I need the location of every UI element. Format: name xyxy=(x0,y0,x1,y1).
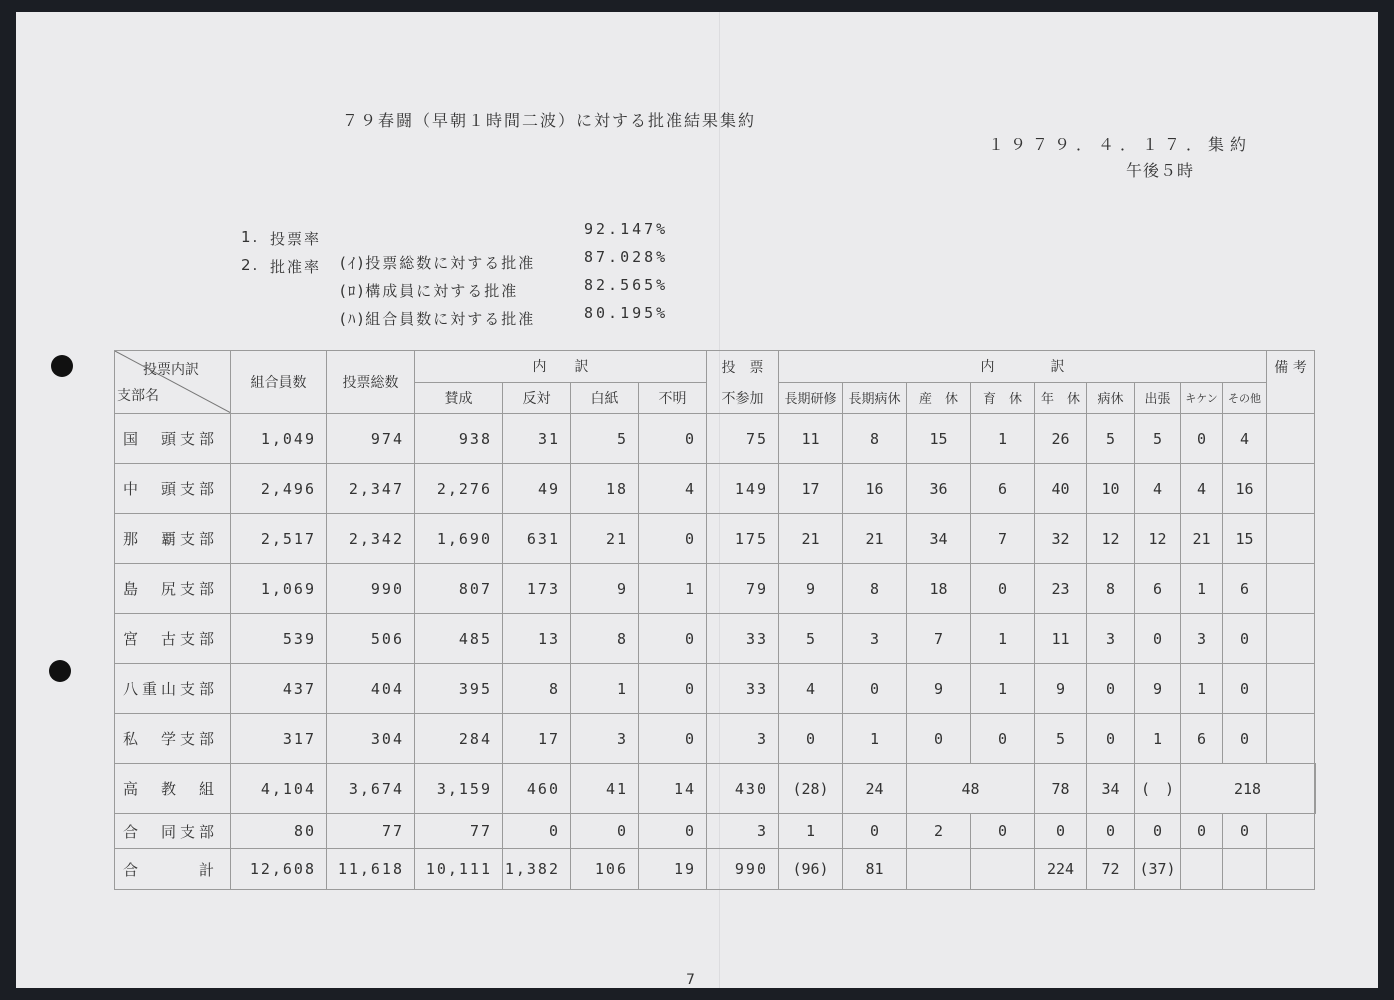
table-cell: 938 xyxy=(415,414,503,464)
header-detail-sub: その他 xyxy=(1223,382,1267,414)
table-cell: 506 xyxy=(327,614,415,664)
table-cell: (96) xyxy=(779,849,843,890)
table-cell: 3 xyxy=(843,614,907,664)
table-cell: 6 xyxy=(1223,564,1267,614)
summary-sub: (ﾊ)組合員数に対する批准 xyxy=(340,310,536,328)
table-cell: 0 xyxy=(971,564,1035,614)
table-cell: 75 xyxy=(707,414,779,464)
table-cell: 173 xyxy=(503,564,571,614)
table-cell: 1 xyxy=(971,664,1035,714)
table-cell xyxy=(907,849,971,890)
table-cell: 0 xyxy=(639,614,707,664)
table-cell: 0 xyxy=(1135,814,1181,849)
header-breakdown: 内 訳 xyxy=(415,351,707,383)
table-cell: 3 xyxy=(707,714,779,764)
table-cell: 19 xyxy=(639,849,707,890)
table-row xyxy=(115,764,1316,814)
remarks-cell xyxy=(1267,714,1315,764)
table-cell: 974 xyxy=(327,414,415,464)
table-cell: 106 xyxy=(571,849,639,890)
table-cell: 0 xyxy=(1223,714,1267,764)
table-cell: 2,276 xyxy=(415,464,503,514)
table-cell: 11,618 xyxy=(327,849,415,890)
summary-value: 80.195% xyxy=(584,304,669,322)
header-detail-sub: 年 休 xyxy=(1035,382,1087,414)
table-cell: 10 xyxy=(1087,464,1135,514)
branch-name: 合 同支部 xyxy=(115,814,231,849)
table-cell: 1,069 xyxy=(231,564,327,614)
table-cell: 284 xyxy=(415,714,503,764)
table-cell: 8 xyxy=(571,614,639,664)
table-cell: 16 xyxy=(1223,464,1267,514)
branch-name: 高 教 組 xyxy=(115,764,231,814)
table-cell: 0 xyxy=(1035,814,1087,849)
table-cell: 0 xyxy=(1087,664,1135,714)
table-cell: 6 xyxy=(1135,564,1181,614)
table-cell xyxy=(1223,849,1267,890)
header-members: 組合員数 xyxy=(231,351,327,414)
table-cell: 32 xyxy=(1035,514,1087,564)
table-cell: 34 xyxy=(1087,764,1135,814)
table-cell: 0 xyxy=(503,814,571,849)
table-cell: 7 xyxy=(907,614,971,664)
table-cell: 15 xyxy=(1223,514,1267,564)
table-row xyxy=(115,664,1316,714)
table-cell: 12 xyxy=(1087,514,1135,564)
remarks-cell xyxy=(1267,564,1315,614)
table-row xyxy=(115,414,1316,464)
table-cell: 149 xyxy=(707,464,779,514)
table-cell: 0 xyxy=(571,814,639,849)
header-detail: 内 訳 xyxy=(779,351,1267,383)
table-cell: 6 xyxy=(971,464,1035,514)
table-cell: 807 xyxy=(415,564,503,614)
table-cell: 12 xyxy=(1135,514,1181,564)
summary-label: 批准率 xyxy=(270,258,322,276)
table-cell: 81 xyxy=(843,849,907,890)
table-cell: 2,342 xyxy=(327,514,415,564)
table-cell: 21 xyxy=(779,514,843,564)
table-cell: 317 xyxy=(231,714,327,764)
table-cell: 1 xyxy=(1181,664,1223,714)
branch-name: 宮 古支部 xyxy=(115,614,231,664)
table-cell: 1,049 xyxy=(231,414,327,464)
table-cell: 80 xyxy=(231,814,327,849)
table-cell: 4,104 xyxy=(231,764,327,814)
table-cell: 18 xyxy=(907,564,971,614)
table-cell: 1 xyxy=(843,714,907,764)
table-cell: 0 xyxy=(639,714,707,764)
remarks-cell xyxy=(1267,664,1315,714)
table-row xyxy=(115,614,1316,664)
table-cell: 3,159 xyxy=(415,764,503,814)
header-sub-yes: 賛成 xyxy=(415,382,503,414)
table-row xyxy=(115,564,1316,614)
header-detail-sub: 長期病休 xyxy=(843,382,907,414)
table-cell: 0 xyxy=(1181,414,1223,464)
table-cell: 16 xyxy=(843,464,907,514)
table-cell: 4 xyxy=(1181,464,1223,514)
table-cell: 7 xyxy=(971,514,1035,564)
remarks-cell xyxy=(1267,464,1315,514)
table-cell: 5 xyxy=(1135,414,1181,464)
table-cell: 8 xyxy=(843,564,907,614)
page-number: 7 xyxy=(686,972,695,988)
table-cell: 8 xyxy=(503,664,571,714)
header-nonpart-bottom: 不参加 xyxy=(707,382,779,414)
header-detail-sub: 病休 xyxy=(1087,382,1135,414)
table-cell: 15 xyxy=(907,414,971,464)
branch-name: 私 学支部 xyxy=(115,714,231,764)
header-sub-unknown: 不明 xyxy=(639,382,707,414)
table-cell: 3 xyxy=(1181,614,1223,664)
table-cell: 2 xyxy=(907,814,971,849)
table-row xyxy=(115,714,1316,764)
results-table xyxy=(114,350,1316,890)
table-cell: 485 xyxy=(415,614,503,664)
document-date: １９７９．４．１７．集約 xyxy=(988,135,1253,154)
summary-sub: (ｲ)投票総数に対する批准 xyxy=(340,254,536,272)
table-cell: 0 xyxy=(1087,714,1135,764)
document-time: 午後５時 xyxy=(1126,161,1195,180)
punch-hole xyxy=(49,660,71,682)
table-cell: 5 xyxy=(571,414,639,464)
table-cell: 17 xyxy=(779,464,843,514)
table-cell: 21 xyxy=(843,514,907,564)
header-detail-sub: キケン xyxy=(1181,382,1223,414)
table-cell: 11 xyxy=(779,414,843,464)
table-cell: 77 xyxy=(415,814,503,849)
table-cell: 5 xyxy=(1087,414,1135,464)
table-cell: 6 xyxy=(1181,714,1223,764)
remarks-cell xyxy=(1267,849,1315,890)
table-cell: 9 xyxy=(779,564,843,614)
table-cell: 9 xyxy=(907,664,971,714)
table-cell: 1,690 xyxy=(415,514,503,564)
table-cell: 430 xyxy=(707,764,779,814)
table-cell: 460 xyxy=(503,764,571,814)
header-nonpart-top: 投 票 xyxy=(707,351,779,383)
table-cell: 2,347 xyxy=(327,464,415,514)
table-cell: 0 xyxy=(639,664,707,714)
table-cell: 40 xyxy=(1035,464,1087,514)
table-body xyxy=(115,414,1316,890)
table-cell: 13 xyxy=(503,614,571,664)
table-cell: 1 xyxy=(1135,714,1181,764)
table-cell: 1,382 xyxy=(503,849,571,890)
branch-name: 合 計 xyxy=(115,849,231,890)
table-cell: 5 xyxy=(779,614,843,664)
table-cell xyxy=(971,849,1035,890)
table-cell: (28) xyxy=(779,764,843,814)
table-cell: 0 xyxy=(1181,814,1223,849)
table-cell: 78 xyxy=(1035,764,1087,814)
table-cell: 1 xyxy=(971,414,1035,464)
table-cell: 11 xyxy=(1035,614,1087,664)
table-cell: 0 xyxy=(907,714,971,764)
table-cell: 79 xyxy=(707,564,779,614)
table-cell: 9 xyxy=(1035,664,1087,714)
table-cell: 0 xyxy=(1087,814,1135,849)
table-cell: 1 xyxy=(571,664,639,714)
table-cell: 8 xyxy=(843,414,907,464)
table-cell: 21 xyxy=(1181,514,1223,564)
table-cell: 1 xyxy=(779,814,843,849)
table-cell: 4 xyxy=(639,464,707,514)
branch-name: 那 覇支部 xyxy=(115,514,231,564)
table-cell: 4 xyxy=(779,664,843,714)
header-sub-blank: 白紙 xyxy=(571,382,639,414)
table-cell: 1 xyxy=(971,614,1035,664)
table-cell: 33 xyxy=(707,664,779,714)
table-cell: 18 xyxy=(571,464,639,514)
header-detail-sub: 育 休 xyxy=(971,382,1035,414)
summary-value: 82.565% xyxy=(584,276,669,294)
summary-sub: (ﾛ)構成員に対する批准 xyxy=(340,282,519,300)
table-cell: 9 xyxy=(1135,664,1181,714)
table-cell: 990 xyxy=(707,849,779,890)
remarks-cell xyxy=(1267,614,1315,664)
header-detail-sub: 長期研修 xyxy=(779,382,843,414)
table-cell: 77 xyxy=(327,814,415,849)
table-cell: 1 xyxy=(639,564,707,614)
document-title: ７９春闘（早朝１時間二波）に対する批准結果集約 xyxy=(342,111,757,130)
table-cell: 175 xyxy=(707,514,779,564)
table-cell: 2,517 xyxy=(231,514,327,564)
table-cell: 41 xyxy=(571,764,639,814)
remarks-cell xyxy=(1315,764,1316,814)
diagonal-header-cell xyxy=(115,351,231,414)
table-cell: 26 xyxy=(1035,414,1087,464)
results-table-wrap xyxy=(114,350,1316,890)
table-cell: 9 xyxy=(571,564,639,614)
table-cell: 218 xyxy=(1181,764,1315,814)
table-cell: 3 xyxy=(1087,614,1135,664)
table-cell: 24 xyxy=(843,764,907,814)
table-cell: 36 xyxy=(907,464,971,514)
table-row xyxy=(115,814,1316,849)
table-row xyxy=(115,464,1316,514)
table-cell: 48 xyxy=(907,764,1035,814)
table-cell: (37) xyxy=(1135,849,1181,890)
branch-name: 八重山支部 xyxy=(115,664,231,714)
table-cell: 33 xyxy=(707,614,779,664)
table-cell: 2,496 xyxy=(231,464,327,514)
header-detail-sub: 産 休 xyxy=(907,382,971,414)
table-cell: 14 xyxy=(639,764,707,814)
table-cell: 0 xyxy=(971,814,1035,849)
table-cell xyxy=(1181,849,1223,890)
summary-num: 1. xyxy=(241,228,260,246)
table-cell: 0 xyxy=(843,814,907,849)
header-remarks: 備 考 xyxy=(1267,351,1315,414)
table-cell: 0 xyxy=(971,714,1035,764)
table-cell: 0 xyxy=(843,664,907,714)
table-cell: 404 xyxy=(327,664,415,714)
table-cell: 0 xyxy=(1135,614,1181,664)
table-cell: 539 xyxy=(231,614,327,664)
header-total-votes: 投票総数 xyxy=(327,351,415,414)
table-cell: 23 xyxy=(1035,564,1087,614)
table-cell: 5 xyxy=(1035,714,1087,764)
table-row xyxy=(115,849,1316,890)
table-cell: 3,674 xyxy=(327,764,415,814)
remarks-cell xyxy=(1267,814,1315,849)
table-row xyxy=(115,514,1316,564)
table-cell: 0 xyxy=(639,814,707,849)
table-cell: 0 xyxy=(1223,664,1267,714)
branch-name: 島 尻支部 xyxy=(115,564,231,614)
table-cell: 0 xyxy=(639,514,707,564)
document-page xyxy=(16,12,1378,988)
table-cell: 631 xyxy=(503,514,571,564)
table-cell: 0 xyxy=(779,714,843,764)
table-cell: 3 xyxy=(707,814,779,849)
table-cell: 4 xyxy=(1135,464,1181,514)
table-cell: 3 xyxy=(571,714,639,764)
table-cell: 0 xyxy=(1223,814,1267,849)
table-cell: 34 xyxy=(907,514,971,564)
table-cell: 437 xyxy=(231,664,327,714)
diag-bottom-label: 支部名 xyxy=(117,388,159,404)
table-cell: 10,111 xyxy=(415,849,503,890)
punch-hole xyxy=(51,355,73,377)
table-cell: 0 xyxy=(639,414,707,464)
summary-value: 87.028% xyxy=(584,248,669,266)
table-cell: ( ) xyxy=(1135,764,1181,814)
table-cell: 8 xyxy=(1087,564,1135,614)
header-detail-sub: 出張 xyxy=(1135,382,1181,414)
branch-name: 中 頭支部 xyxy=(115,464,231,514)
table-cell: 31 xyxy=(503,414,571,464)
table-cell: 1 xyxy=(1181,564,1223,614)
table-cell: 0 xyxy=(1223,614,1267,664)
table-cell: 224 xyxy=(1035,849,1087,890)
table-cell: 12,608 xyxy=(231,849,327,890)
summary-num: 2. xyxy=(241,256,260,274)
table-cell: 395 xyxy=(415,664,503,714)
table-cell: 304 xyxy=(327,714,415,764)
diag-top-label: 投票内訳 xyxy=(143,362,199,378)
table-cell: 49 xyxy=(503,464,571,514)
header-sub-no: 反対 xyxy=(503,382,571,414)
remarks-cell xyxy=(1267,514,1315,564)
table-cell: 990 xyxy=(327,564,415,614)
table-cell: 4 xyxy=(1223,414,1267,464)
table-cell: 17 xyxy=(503,714,571,764)
branch-name: 国 頭支部 xyxy=(115,414,231,464)
table-cell: 21 xyxy=(571,514,639,564)
summary-value: 92.147% xyxy=(584,220,669,238)
summary-label: 投票率 xyxy=(270,230,322,248)
table-cell: 72 xyxy=(1087,849,1135,890)
remarks-cell xyxy=(1267,414,1315,464)
